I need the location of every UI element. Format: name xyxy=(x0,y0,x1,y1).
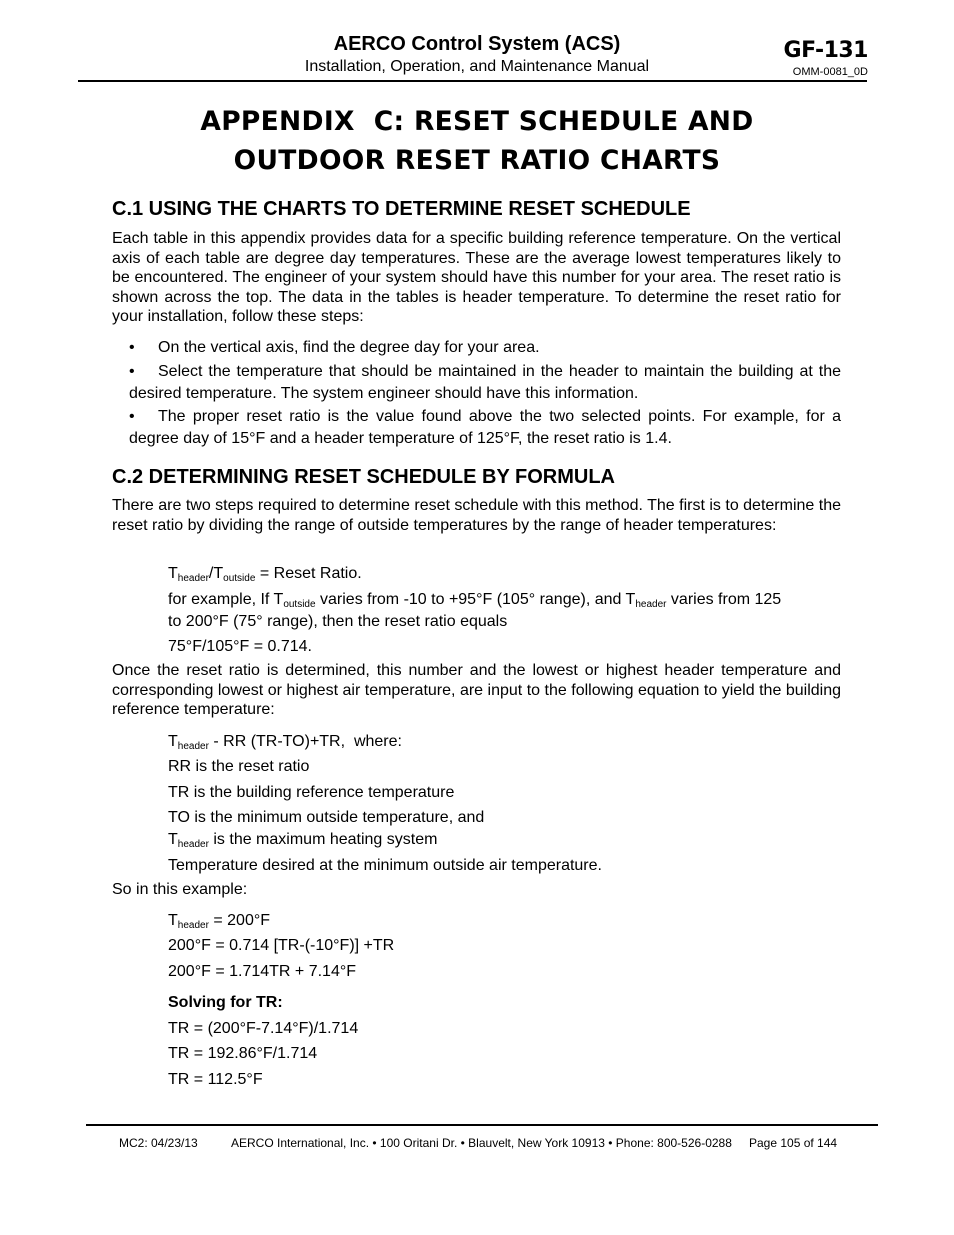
bullet-icon: • xyxy=(129,363,135,380)
footer-address: AERCO International, Inc. • 100 Oritani Dr. • Blauvelt, New York 10913 • Phone: 800-526-0288 xyxy=(231,1136,732,1150)
section-c1-paragraph: Each table in this appendix provides data for a specific building reference temperature. On the vertical axis of each table are degree day temperatures. These are the average lowest temperatures likely to be encountered. The engineer of your system should have this number for your area. The reset ratio is shown across the top. The data in the tables is header temperature. To determine the reset ratio for your installation, follow these steps: xyxy=(112,230,841,325)
example-line-2: 200°F = 0.714 [TR-(-10°F)] +TR xyxy=(168,937,395,954)
bullet-icon: • xyxy=(129,408,135,425)
solution-line-1: TR = (200°F-7.14°F)/1.714 xyxy=(168,1020,359,1037)
example-intro: So in this example: xyxy=(112,881,248,898)
ratio-value: 75°F/105°F = 0.714. xyxy=(168,638,312,655)
footer-rule xyxy=(86,1124,878,1126)
section-c1-heading: C.1 USING THE CHARTS TO DETERMINE RESET SCHEDULE xyxy=(112,198,691,220)
footer-revision: MC2: 04/23/13 xyxy=(119,1136,198,1150)
document-number: OMM-0081_0D xyxy=(792,66,868,78)
header-rule xyxy=(78,80,867,82)
document-code: GF-131 xyxy=(783,38,868,63)
bullet-item xyxy=(129,361,841,404)
bullet-text: Select the temperature that should be maintained in the header to maintain the building at the desired temperature. The system engineer should have this information. xyxy=(129,363,841,402)
ratio-formula: $T_{header}/T_{outside}$ = Reset Ratio. xyxy=(168,565,362,584)
appendix-title-line-1: APPENDIX C: RESET SCHEDULE AND xyxy=(200,106,754,137)
example-line-1: $T_{header} = 200^\circ F$ xyxy=(168,912,271,931)
section-c2-heading: C.2 DETERMINING RESET SCHEDULE BY FORMULA xyxy=(112,466,615,488)
appendix-title xyxy=(0,102,954,180)
bullet-item xyxy=(129,337,841,359)
bullet-icon: • xyxy=(129,339,135,356)
section-c2-paragraph-2: Once the reset ratio is determined, this number and the lowest or highest header temperature and corresponding lowest or highest air temperature, are input to the following equation to yield the building reference temperature: xyxy=(112,662,841,718)
definition-tr: TR is the building reference temperature xyxy=(168,784,455,801)
example-line-3: 200°F = 1.714TR + 7.14°F xyxy=(168,963,357,980)
equation: $T_{header}$ - RR (TR-TO)+TR, where: xyxy=(168,733,402,752)
definition-to: TO is the minimum outside temperature, and xyxy=(168,809,485,826)
definition-theader: $T_{header}$ is the maximum heating system xyxy=(168,831,438,850)
footer-page-number: Page 105 of 144 xyxy=(749,1136,838,1150)
solving-heading: Solving for TR: xyxy=(168,994,283,1011)
bullet-item xyxy=(129,406,841,449)
ratio-example: for example, If $T_{outside}$ varies from -10 to +95°F (105° range), and $T_{header}$ varies from 125 to 200°F (75° range), then the reset ratio equals xyxy=(168,591,782,630)
solution-line-3: TR = 112.5°F xyxy=(168,1071,263,1088)
definition-rr: RR is the reset ratio xyxy=(168,758,310,775)
appendix-title-line-2: OUTDOOR RESET RATIO CHARTS xyxy=(233,145,721,176)
solution-line-2: TR = 192.86°F/1.714 xyxy=(168,1045,318,1062)
bullet-text: On the vertical axis, find the degree day for your area. xyxy=(158,339,540,356)
section-c2-paragraph-1: There are two steps required to determine reset schedule with this method. The first is to determine the reset ratio by dividing the range of outside temperatures by the range of header temperatures: xyxy=(112,497,841,534)
bullet-text: The proper reset ratio is the value found above the two selected points. For example, for a degree day of 15°F and a header temperature of 125°F, the reset ratio is 1.4. xyxy=(129,408,841,447)
manual-title: AERCO Control System (ACS) xyxy=(333,33,621,55)
manual-subtitle: Installation, Operation, and Maintenance Manual xyxy=(304,58,650,75)
definition-temperature: Temperature desired at the minimum outside air temperature. xyxy=(168,857,602,874)
